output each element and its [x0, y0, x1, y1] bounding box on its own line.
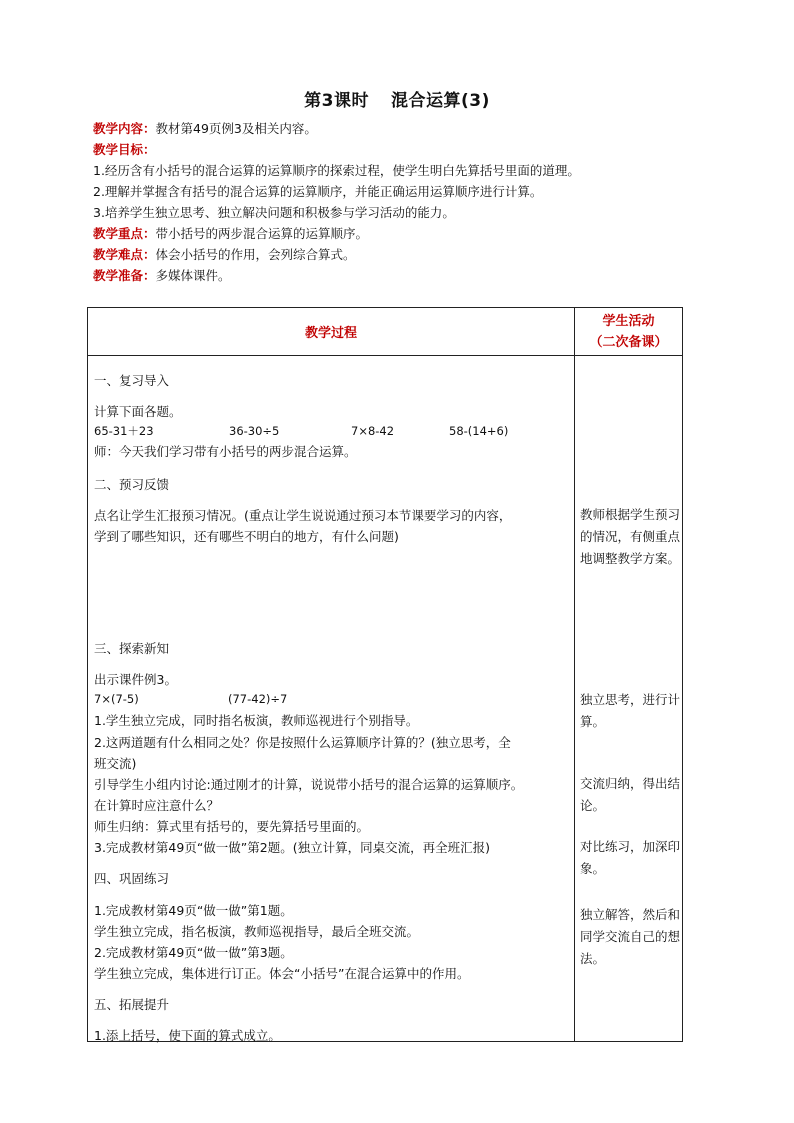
header-divider	[88, 355, 682, 356]
teaching-difficulty: 教学难点：体会小括号的作用，会列综合算式。	[93, 247, 356, 262]
activity-note: 独立解答，然后和同学交流自己的想法。	[580, 907, 681, 966]
process-text: 1.完成教材第49页“做一做”第1题。	[94, 903, 293, 918]
activity-note: 对比练习，加深印象。	[580, 839, 681, 876]
lesson-number: 第3课时	[304, 91, 369, 111]
review-formulas	[94, 421, 508, 442]
teaching-content: 教学内容：教材第49页例3及相关内容。	[93, 121, 317, 136]
process-text: 出示课件例3。	[94, 672, 177, 687]
teaching-preparation: 教学准备：多媒体课件。	[93, 268, 231, 283]
process-text: 计算下面各题。	[94, 404, 182, 419]
process-text: 引导学生小组内讨论:通过刚才的计算，说说带小括号的混合运算的运算顺序。	[94, 777, 524, 792]
process-text: 点名让学生汇报预习情况。(重点让学生说说通过预习本节课要学习的内容，	[94, 508, 512, 523]
lesson-process-table	[87, 307, 683, 1042]
process-text: 学生独立完成，指名板演，教师巡视指导，最后全班交流。	[94, 924, 420, 939]
lesson-topic: 混合运算(3)	[390, 91, 490, 111]
activity-note: 交流归纳，得出结论。	[580, 776, 681, 813]
section-heading: 三、探索新知	[94, 641, 170, 656]
goal-item: 3.培养学生独立思考、独立解决问题和积极参与学习活动的能力。	[93, 205, 455, 220]
goal-item: 2.理解并掌握含有括号的混合运算的运算顺序，并能正确运用运算顺序进行计算。	[93, 184, 543, 199]
formula: 7×8-42	[351, 424, 395, 438]
lesson-meta	[93, 118, 703, 286]
formula: 58-(14+6)	[449, 424, 509, 438]
header-student-activity: 学生活动 （二次备课）	[589, 313, 668, 350]
goal-item: 1.经历含有小括号的混合运算的运算顺序的探索过程，使学生明白先算括号里面的道理。	[93, 163, 580, 178]
activity-note: 独立思考，进行计算。	[580, 692, 681, 729]
section-heading: 四、巩固练习	[94, 871, 170, 886]
section-heading: 五、拓展提升	[94, 997, 170, 1012]
column-divider	[574, 308, 575, 1041]
formula: 65-31＋23	[94, 424, 154, 438]
teaching-key-point: 教学重点：带小括号的两步混合运算的运算顺序。	[93, 226, 369, 241]
process-text: 2.这两道题有什么相同之处？你是按照什么运算顺序计算的？(独立思考，全	[94, 735, 511, 750]
formula: (77-42)÷7	[228, 692, 288, 706]
formula: 36-30÷5	[229, 424, 280, 438]
process-text: 1.学生独立完成，同时指名板演，教师巡视进行个别指导。	[94, 713, 419, 728]
process-text: 学生独立完成，集体进行订正。体会“小括号”在混合运算中的作用。	[94, 966, 470, 981]
process-text: 2.完成教材第49页“做一做”第3题。	[94, 945, 293, 960]
page-title	[0, 86, 794, 111]
process-text: 师：今天我们学习带有小括号的两步混合运算。	[94, 444, 357, 459]
process-text: 学到了哪些知识，还有哪些不明白的地方，有什么问题)	[94, 529, 399, 544]
activity-note: 教师根据学生预习的情况，有侧重点地调整教学方案。	[580, 507, 681, 566]
process-text: 3.完成教材第49页“做一做”第2题。(独立计算，同桌交流，再全班汇报)	[94, 840, 490, 855]
process-text: 1.添上括号，使下面的算式成立。	[94, 1028, 281, 1043]
process-text: 班交流)	[94, 756, 137, 771]
section-heading: 一、复习导入	[94, 373, 170, 388]
process-text: 在计算时应注意什么？	[94, 798, 220, 813]
example-formulas	[94, 689, 287, 710]
section-heading: 二、预习反馈	[94, 477, 170, 492]
process-text: 师生归纳：算式里有括号的，要先算括号里面的。	[94, 819, 370, 834]
teaching-goals-label: 教学目标：	[93, 142, 156, 157]
formula: 7×(7-5)	[94, 692, 139, 706]
header-teaching-process: 教学过程	[304, 326, 357, 341]
